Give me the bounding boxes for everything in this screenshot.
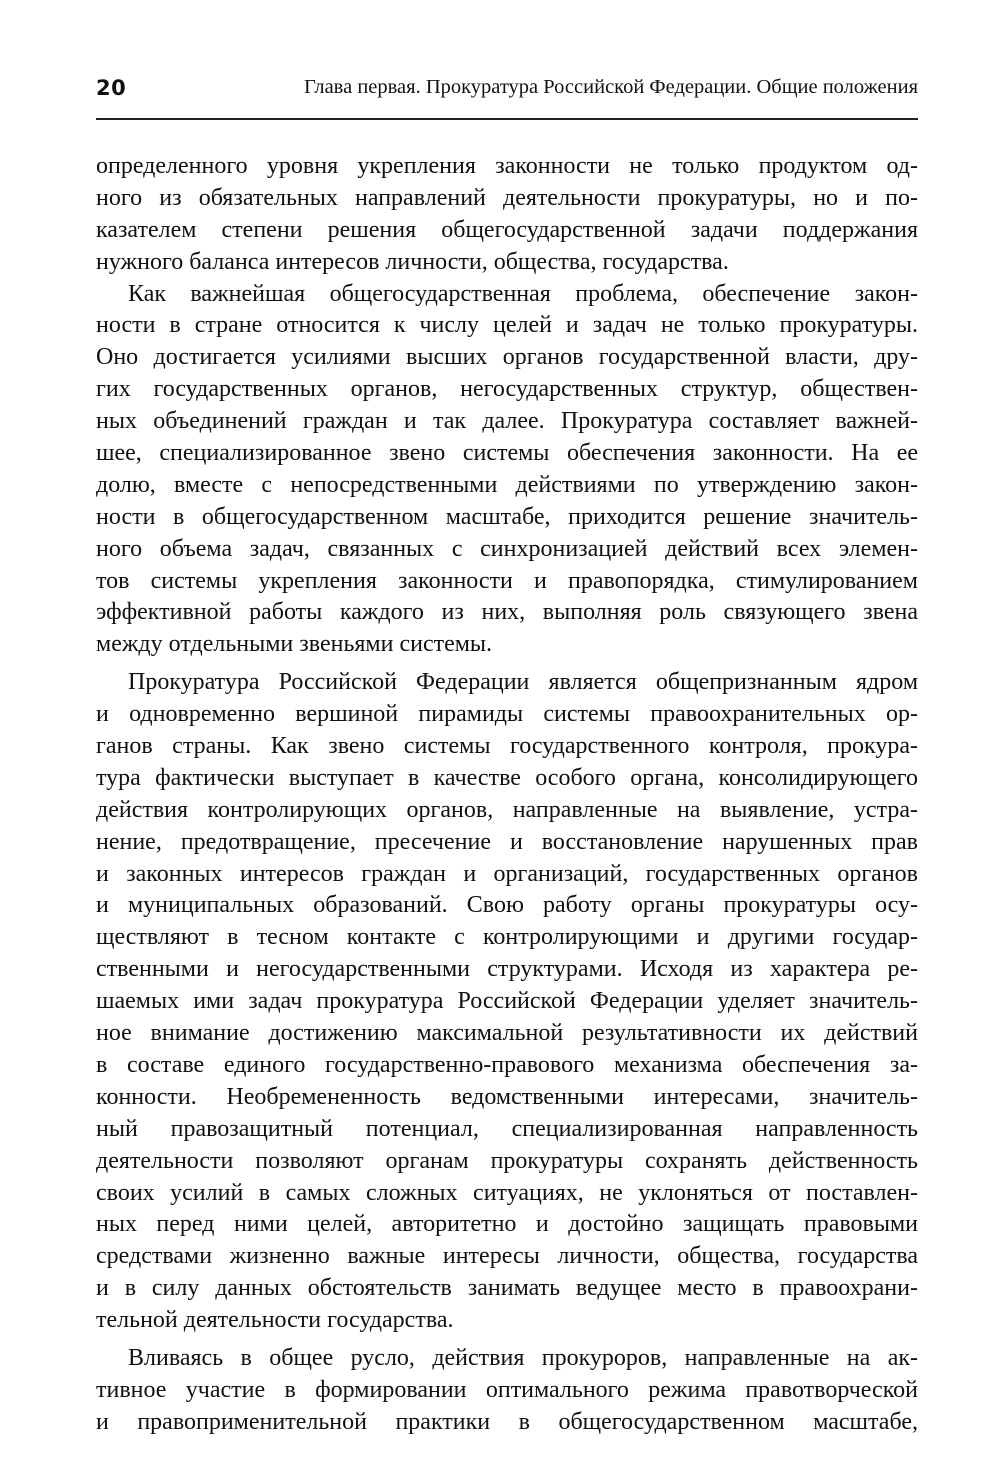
text-line: гих государственных органов, негосударственных структур, обществен- — [96, 376, 918, 403]
text-line: тивное участие в формировании оптимального режима правотворческой — [96, 1376, 918, 1403]
header-rule — [96, 118, 918, 120]
text-line: нужного баланса интересов личности, общества, государства. — [96, 248, 729, 275]
text-line: действия контролирующих органов, направленные на выявление, устра- — [96, 796, 918, 823]
text-line: деятельности позволяют органам прокуратуры сохранять действенность — [96, 1147, 918, 1174]
text-line: и правоприменительной практики в общегосударственном масштабе, — [96, 1408, 918, 1435]
text-line: ный правозащитный потенциал, специализированная направленность — [96, 1115, 918, 1142]
text-line: тура фактически выступает в качестве особого органа, консолидирующего — [96, 764, 918, 791]
text-line: ганов страны. Как звено системы государственного контроля, прокура- — [96, 733, 918, 760]
text-line: ное внимание достижению максимальной результативности их действий — [96, 1020, 918, 1047]
text-line: ных перед ними целей, авторитетно и достойно защищать правовыми — [96, 1211, 918, 1238]
text-line: и одновременно вершиной пирамиды системы правоохранительных ор- — [96, 701, 918, 728]
text-line: ществляют в тесном контакте с контролирующими и другими государ- — [96, 924, 918, 951]
text-line: определенного уровня укрепления законности не только продуктом од- — [96, 153, 918, 179]
chapter-title: Глава первая. Прокуратура Российской Федерации. Общие положения — [304, 76, 918, 98]
text-line: в составе единого государственно-правового механизма обеспечения за- — [96, 1051, 918, 1078]
text-line: ного из обязательных направлений деятельности прокуратуры, но и по- — [96, 184, 918, 211]
text-line: эффективной работы каждого из них, выполняя роль связующего звена — [96, 599, 918, 626]
paragraph — [96, 1343, 918, 1439]
text-line: ного объема задач, связанных с синхронизацией действий всех элемен- — [96, 535, 918, 562]
text-line: средствами жизненно важные интересы личности, общества, государства — [96, 1243, 918, 1270]
text-line: тельной деятельности государства. — [96, 1307, 454, 1334]
text-line: конности. Необремененность ведомственными интересами, значитель- — [96, 1083, 918, 1110]
text-line: и муниципальных образований. Свою работу органы прокуратуры осу- — [96, 892, 918, 919]
body-text — [96, 151, 918, 1439]
text-line: ности в стране относится к числу целей и задач не только прокуратуры. — [96, 312, 918, 339]
text-line: и в силу данных обстоятельств занимать ведущее место в правоохрани- — [96, 1275, 918, 1302]
text-line: Прокуратура Российской Федерации является общепризнанным ядром — [128, 669, 918, 696]
paragraph — [96, 279, 918, 662]
paragraph — [96, 151, 918, 279]
text-line: нение, предотвращение, пресечение и восстановление нарушенных прав — [96, 828, 918, 855]
text-line: шаемых ими задач прокуратура Российской Федерации уделяет значитель- — [96, 988, 918, 1015]
text-line: ных объединений граждан и так далее. Прокуратура составляет важней- — [96, 408, 918, 435]
text-line: и законных интересов граждан и организаций, государственных органов — [96, 860, 918, 887]
text-line: своих усилий в самых сложных ситуациях, не уклоняться от поставлен- — [96, 1179, 918, 1206]
text-line: между отдельными звеньями системы. — [96, 631, 493, 658]
text-line: ности в общегосударственном масштабе, приходится решение значитель- — [96, 503, 918, 530]
text-line: Вливаясь в общее русло, действия прокуроров, направленные на ак- — [128, 1344, 918, 1371]
text-line: ственными и негосударственными структурами. Исходя из характера ре- — [96, 956, 918, 983]
text-line: тов системы укрепления законности и правопорядка, стимулированием — [96, 567, 918, 594]
text-line: Как важнейшая общегосударственная проблема, обеспечение закон- — [128, 280, 918, 307]
text-line: казателем степени решения общегосударственной задачи поддержания — [96, 216, 918, 243]
text-line: долю, вместе с непосредственными действиями по утверждению закон- — [96, 471, 918, 498]
paragraph — [96, 667, 918, 1337]
text-line: Оно достигается усилиями высших органов государственной власти, дру- — [96, 344, 918, 371]
page-number: 20 — [96, 76, 127, 100]
running-head — [96, 70, 918, 110]
text-line: шее, специализированное звено системы обеспечения законности. На ее — [96, 440, 918, 467]
